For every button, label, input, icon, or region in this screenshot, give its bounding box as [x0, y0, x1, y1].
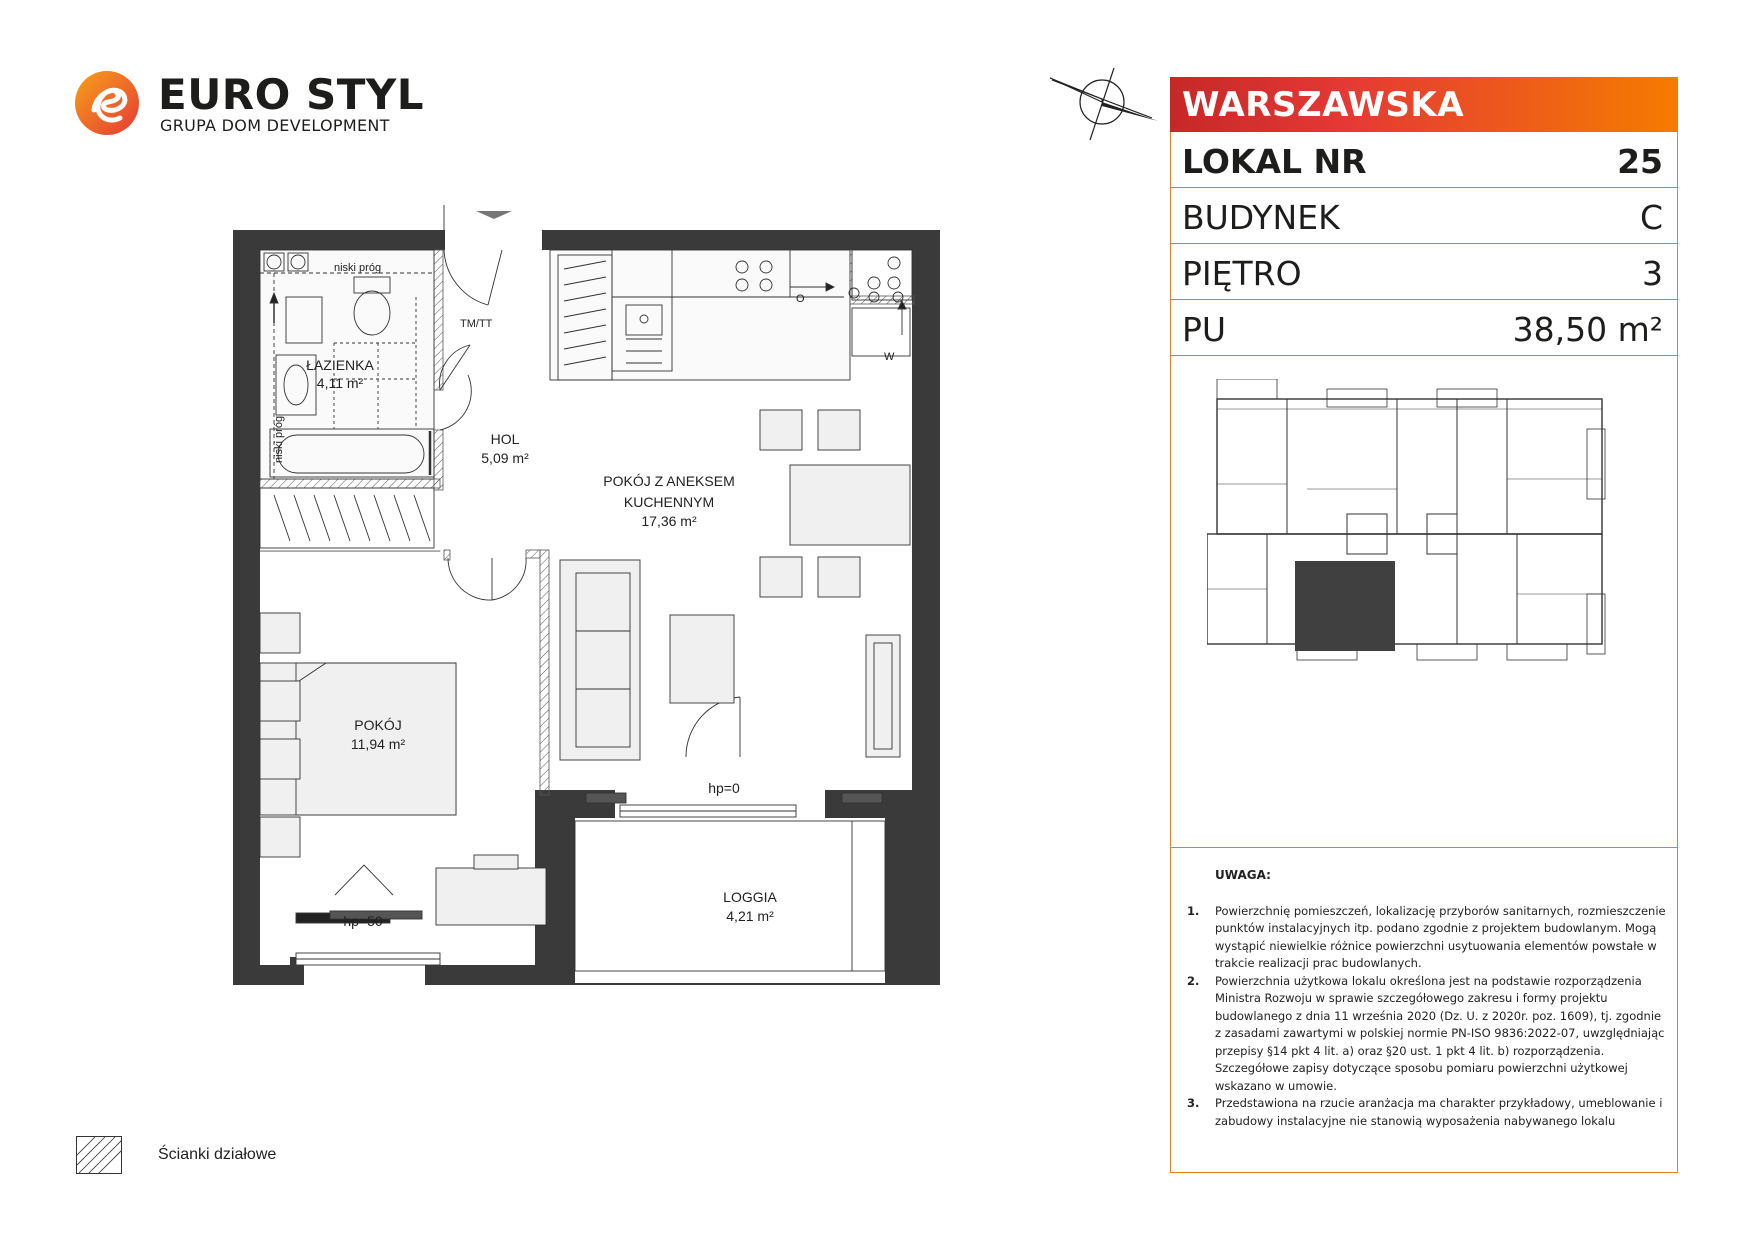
entrance-arrow-icon: [476, 211, 512, 219]
o-label: O: [796, 293, 805, 305]
floor-plan-drawing: [230, 205, 940, 985]
info-row-unit: [1171, 132, 1677, 188]
info-row-floor: [1171, 244, 1677, 300]
note-text: Powierzchnię pomieszczeń, lokalizację przyborów sanitarnych, rozmieszczenie punktów instalacyjnych itp. podano zgodnie z projektem budowlanym. Mogą wystąpić niewielkie różnice powierzchni usytuowania elementów powstałe w trakcie realizacji prac budowlanych.: [1215, 903, 1666, 970]
dining-table: [760, 410, 910, 597]
floor-plan: [230, 205, 940, 985]
hp0-label: hp=0: [708, 780, 740, 796]
notes: [1187, 867, 1667, 1130]
room-name-bathroom: ŁAZIENKA: [306, 357, 374, 373]
note-item: [1187, 973, 1667, 1096]
investment-header: [1170, 77, 1678, 132]
brand-name: EURO STYL: [158, 70, 425, 119]
note-number: 3.: [1187, 1096, 1200, 1110]
note-number: 2.: [1187, 973, 1200, 988]
room-name-bedroom: POKÓJ: [354, 717, 402, 733]
note-text: Powierzchnia użytkowa lokalu określona jest na podstawie rozporządzenia Ministra Rozwoju w sprawie szczegółowego zakresu i formy projektu budowlanego z dnia 11 września 2020 (Dz. U. z 2020r. poz. 1609), tj. zgodnie z zasadami zawartymi w polskiej normie PN-ISO 9836:2022-07, uwzględniając przepisy §14 pkt 4 lit. a) oraz §20 ust. 1 pkt 4 lit. b) rozporządzenia. Szczegółowe zapisy dotyczące sposobu pomiaru powierzchni użytkowej wskazano w umowie.: [1215, 973, 1665, 1093]
room-name-living-kitchen: POKÓJ Z ANEKSEM: [603, 473, 735, 489]
legend-label: Ścianki działowe: [158, 1146, 277, 1163]
windows: [296, 793, 885, 971]
floor-label: PIĘTRO: [1182, 254, 1302, 293]
note-number: 1.: [1187, 903, 1200, 918]
building-label: BUDYNEK: [1182, 198, 1340, 237]
brand-logo: [74, 66, 425, 146]
area-value: 38,50 m²: [1512, 310, 1663, 349]
legend: [76, 1136, 416, 1176]
highlighted-unit: [1295, 561, 1395, 651]
low-threshold-vertical-label: niski próg: [273, 415, 285, 463]
note-item: [1187, 903, 1667, 973]
floor-value: 3: [1642, 254, 1663, 293]
kitchen: [550, 250, 912, 380]
info-panel: [1170, 77, 1678, 1173]
area-label: PU: [1182, 310, 1227, 349]
building-value: C: [1639, 198, 1663, 237]
hatch-swatch-icon: [76, 1136, 122, 1174]
hp50-label: hp=50: [343, 913, 383, 929]
low-threshold-label: niski próg: [334, 262, 382, 274]
wardrobe: [260, 488, 434, 548]
note-text: Przedstawiona na rzucie aranżacja ma charakter przykładowy, umeblowanie i zabudowy instalacyjne nie stanowią wyposażenia nabywanego lokalu: [1215, 1096, 1663, 1128]
room-area-bathroom: 4,11 m²: [316, 375, 364, 391]
room-area-hall: 5,09 m²: [481, 450, 529, 466]
room-name-loggia: LOGGIA: [723, 889, 777, 905]
room-name-living-kitchen-2: KUCHENNYM: [623, 494, 715, 510]
tm-tt-label: TM/TT: [460, 318, 493, 330]
euro-styl-logo-icon: [74, 70, 140, 136]
room-area-bedroom: 11,94 m²: [350, 736, 406, 752]
key-plan-drawing: [1207, 379, 1657, 689]
info-row-building: [1171, 188, 1677, 244]
brand-tagline: GRUPA DOM DEVELOPMENT: [160, 116, 390, 135]
unit-value: 25: [1617, 142, 1663, 181]
unit-label: LOKAL NR: [1182, 142, 1367, 181]
north-arrow-icon: [1040, 66, 1164, 146]
note-item: [1187, 1095, 1667, 1130]
info-row-area: [1171, 300, 1677, 356]
room-area-loggia: 4,21 m²: [726, 908, 774, 924]
notes-title: UWAGA:: [1215, 868, 1271, 882]
bedroom-furniture: [260, 613, 546, 925]
w-label: W: [884, 351, 895, 363]
room-name-hall: HOL: [490, 431, 520, 447]
room-area-living-kitchen: 17,36 m²: [641, 513, 697, 529]
investment-name: WARSZAWSKA: [1182, 85, 1465, 125]
building-key-plan: [1207, 379, 1657, 689]
